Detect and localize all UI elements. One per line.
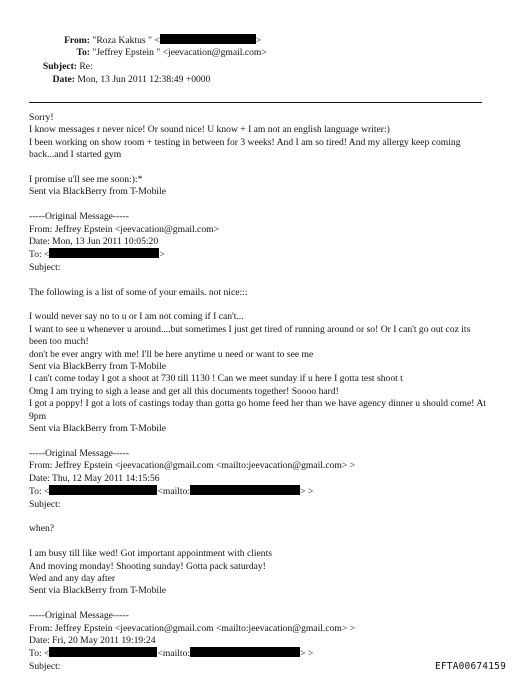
original-date: Date: Fri, 20 May 2011 19:19:24 [29,634,156,646]
original-to [29,485,489,498]
email-body [29,112,489,673]
body-line: Sent via BlackBerry from T-Mobile [29,585,166,597]
blank-line [29,199,489,211]
header-subject-row [34,61,93,73]
redaction-bar [49,248,159,258]
blank-line [29,598,489,610]
original-to-mailto: <mailto: [157,648,191,660]
blank-line [29,162,489,174]
header-divider [29,102,482,103]
blank-line [29,274,489,286]
body-line: Sent via BlackBerry from T-Mobile [29,361,166,373]
body-line: I want to see u whenever u around....but sometimes I just get tired of running around or so! Or I can't go out coz its been too much! [29,323,471,348]
blank-line [29,299,489,311]
body-line: I know messages r never nice! Or sound nice! U know + I am not an english language writer:) [29,124,390,136]
header-date-label: Date: [52,74,75,85]
header-from-row [34,34,261,47]
header-date-row [34,74,210,86]
body-line: The following is a list of some of your emails. not nice::: [29,286,248,298]
body-line: Sent via BlackBerry from T-Mobile [29,423,166,435]
bates-number: EFTA00674159 [434,661,506,672]
redaction-bar [49,485,157,495]
original-to-mailto: <mailto: [157,486,191,498]
body-line: when? [29,523,55,535]
original-subject: Subject: [29,261,61,273]
header-from-label: From: [64,35,90,46]
original-to-prefix: To: < [29,249,50,261]
original-to [29,647,489,660]
original-to-prefix: To: < [29,486,50,498]
body-line: And moving monday! Shooting sunday! Gotta pack saturday! [29,560,266,572]
body-line: Omg I am trying to sigh a lease and get all this documents together! Soooo hard! [29,385,339,397]
original-message-separator: -----Original Message----- [29,211,129,223]
body-line: I got a poppy! I got a lots of castings today than gotta go home feed her than we have agency dinner u should come! At 9pm [29,398,486,422]
header-to-value: "Jeffrey Epstein " <jeevacation@gmail.com> [92,47,267,58]
body-line: I can't come today I got a shoot at 730 till 1130 ! Can we meet sunday if u here I gotta test shoot t [29,373,403,385]
body-line: don't be ever angry with me! I'll be here anytime u need or want to see me [29,348,314,360]
blank-line [29,536,489,548]
body-line: Sorry! [29,112,54,123]
original-from: From: Jeffrey Epstein <jeevacation@gmail.com <mailto:jeevacation@gmail.com> > [29,460,356,472]
body-line: Wed and any day after [29,572,116,584]
original-date: Date: Thu, 12 May 2011 14:15:56 [29,472,160,484]
header-to-label: To: [76,47,90,58]
header-date-value: Mon, 13 Jun 2011 12:38:49 +0000 [77,74,211,85]
original-from: From: Jeffrey Epstein <jeevacation@gmail.com> [29,223,219,235]
original-message-separator: -----Original Message----- [29,447,129,459]
body-line: Sent via BlackBerry from T-Mobile [29,186,166,198]
body-line: I am busy till like wed! Got important appointment with clients [29,548,273,560]
blank-line [29,511,489,523]
original-date: Date: Mon, 13 Jun 2011 10:05:20 [29,236,159,248]
redaction-bar [160,34,256,44]
header-to-row [34,47,267,59]
header-subject-label: Subject: [42,61,77,72]
original-to-prefix: To: < [29,648,50,660]
body-line: I promise u'll see me soon:):* [29,174,143,186]
original-to-suffix: > > [300,648,314,660]
original-to-suffix: > > [300,486,314,498]
redaction-bar [190,647,300,657]
redaction-bar [190,485,300,495]
original-subject: Subject: [29,498,61,510]
header-subject-value: Re: [79,61,93,72]
header-from-value: "Roza Kaktus " < [92,35,160,46]
original-from: From: Jeffrey Epstein <jeevacation@gmail.com <mailto:jeevacation@gmail.com> > [29,622,356,634]
redaction-bar [49,647,157,657]
header-from-tail: > [255,35,262,46]
original-subject: Subject: [29,660,61,672]
original-to-suffix: > [159,249,165,261]
blank-line [29,436,489,448]
original-message-separator: -----Original Message----- [29,610,129,622]
body-line: I been working on show room + testing in between for 3 weeks! And I am so tired! And my allergy keep coming back...and I started gym [29,136,461,161]
original-to [29,248,489,261]
body-line: I would never say no to u or I am not coming if I can't... [29,311,244,323]
